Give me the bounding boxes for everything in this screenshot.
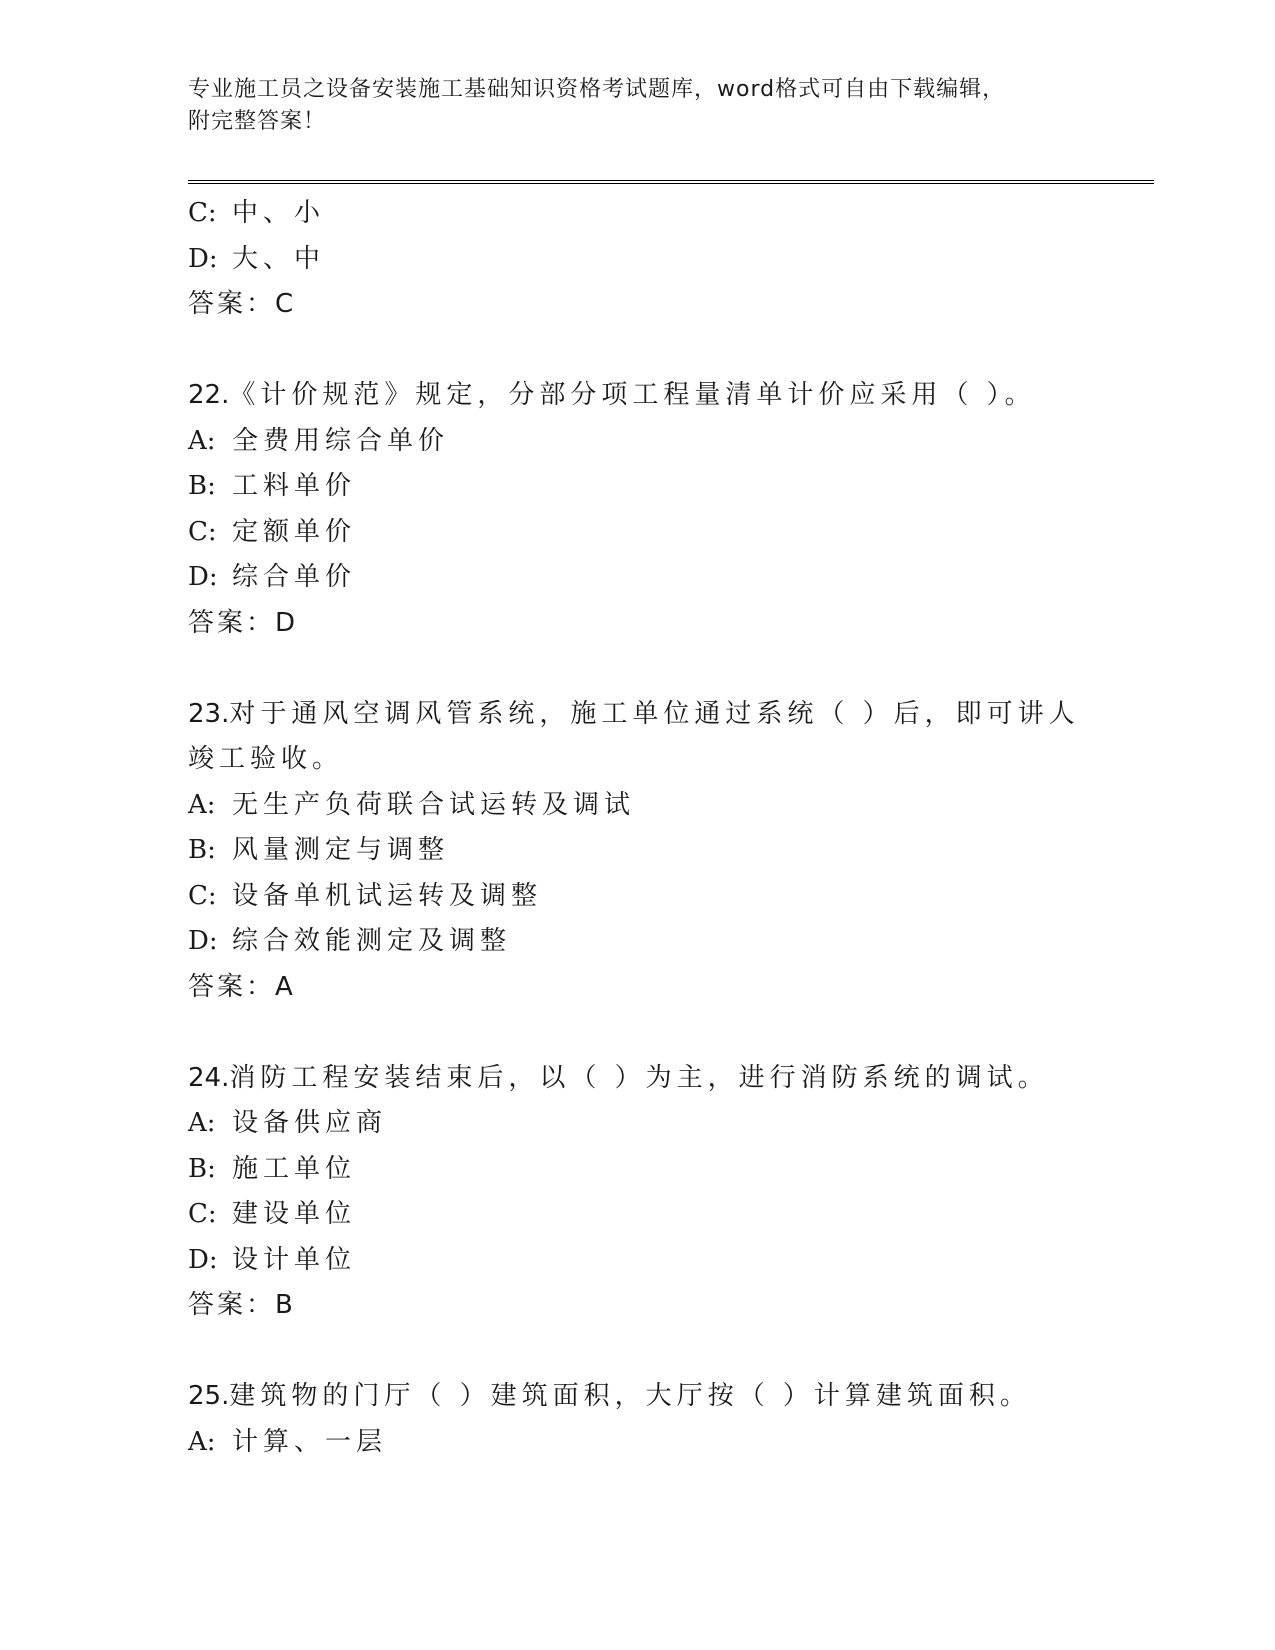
option-d <box>188 237 1108 283</box>
option-letter: B: <box>188 1153 216 1184</box>
option-text: 综合单价 <box>232 562 357 592</box>
answer-line: 答案：B <box>188 1290 296 1320</box>
option-text: 设备供应商 <box>232 1108 388 1138</box>
option-text: 工料单价 <box>232 471 357 501</box>
option-letter: D: <box>188 243 218 274</box>
option-letter: B: <box>188 471 216 501</box>
option-letter: B: <box>188 835 216 865</box>
option-letter: C: <box>188 198 217 228</box>
question-number: 23. <box>188 698 230 729</box>
question-number: 22. <box>188 380 230 410</box>
header-rule-top <box>188 180 1154 181</box>
option-text: 施工单位 <box>232 1153 357 1184</box>
option-d <box>188 919 1108 965</box>
option-text: 无生产负荷联合试运转及调试 <box>232 789 636 820</box>
option-letter: C: <box>188 516 217 547</box>
option-c <box>188 874 1108 920</box>
header-line-2: 附完整答案！ <box>188 109 327 134</box>
option-letter: C: <box>188 1199 217 1229</box>
option-letter: A: <box>188 1108 216 1138</box>
option-a <box>188 783 1108 829</box>
option-c <box>188 1192 1108 1238</box>
option-text: 定额单价 <box>232 516 357 547</box>
question-text: 对于通风空调风管系统，施工单位通过系统（ ）后，即可讲人竣工验收。 <box>188 698 1080 774</box>
question-24 <box>188 1056 1108 1102</box>
header-rule-bottom <box>188 183 1154 184</box>
option-text: 计算、一层 <box>232 1426 388 1457</box>
question-text: 消防工程安装结束后，以（ ）为主，进行消防系统的调试。 <box>229 1062 1049 1093</box>
option-b <box>188 1147 1108 1193</box>
question-list <box>188 191 1108 1465</box>
option-text: 综合效能测定及调整 <box>232 926 512 956</box>
option-c <box>188 510 1108 556</box>
option-a <box>188 419 1108 465</box>
option-letter: D: <box>188 1244 218 1275</box>
question-25 <box>188 1374 1108 1420</box>
option-a <box>188 1101 1108 1147</box>
option-b <box>188 828 1108 874</box>
option-letter: A: <box>188 1426 216 1457</box>
option-text: 设备单机试运转及调整 <box>232 880 543 911</box>
question-number: 24. <box>188 1062 230 1093</box>
option-letter: A: <box>188 789 216 820</box>
option-letter: A: <box>188 425 216 456</box>
answer-line: 答案：A <box>188 971 296 1002</box>
question-number: 25. <box>188 1381 230 1411</box>
option-text: 风量测定与调整 <box>232 835 450 865</box>
option-c <box>188 191 1108 237</box>
option-text: 全费用综合单价 <box>232 425 450 456</box>
option-b <box>188 464 1108 510</box>
option-letter: D: <box>188 562 218 592</box>
header-line-1: 专业施工员之设备安装施工基础知识资格考试题库，word格式可自由下载编辑， <box>188 77 1006 102</box>
answer-line: 答案：D <box>188 607 299 638</box>
option-a <box>188 1420 1108 1466</box>
option-text: 建设单位 <box>232 1199 357 1229</box>
question-23 <box>188 692 1108 783</box>
question-text: 《计价规范》规定，分部分项工程量清单计价应采用（ ）。 <box>229 380 1036 410</box>
option-letter: D: <box>188 926 218 956</box>
option-d <box>188 555 1108 601</box>
option-letter: C: <box>188 880 217 911</box>
question-22 <box>188 373 1108 419</box>
option-text: 设计单位 <box>232 1244 357 1275</box>
document-header <box>188 74 1088 138</box>
option-text: 大、中 <box>232 243 326 274</box>
option-d <box>188 1238 1108 1284</box>
option-text: 中、小 <box>232 198 326 228</box>
answer-line: 答案：C <box>188 289 297 319</box>
question-text: 建筑物的门厅（ ）建筑面积，大厅按（ ）计算建筑面积。 <box>229 1381 1031 1411</box>
